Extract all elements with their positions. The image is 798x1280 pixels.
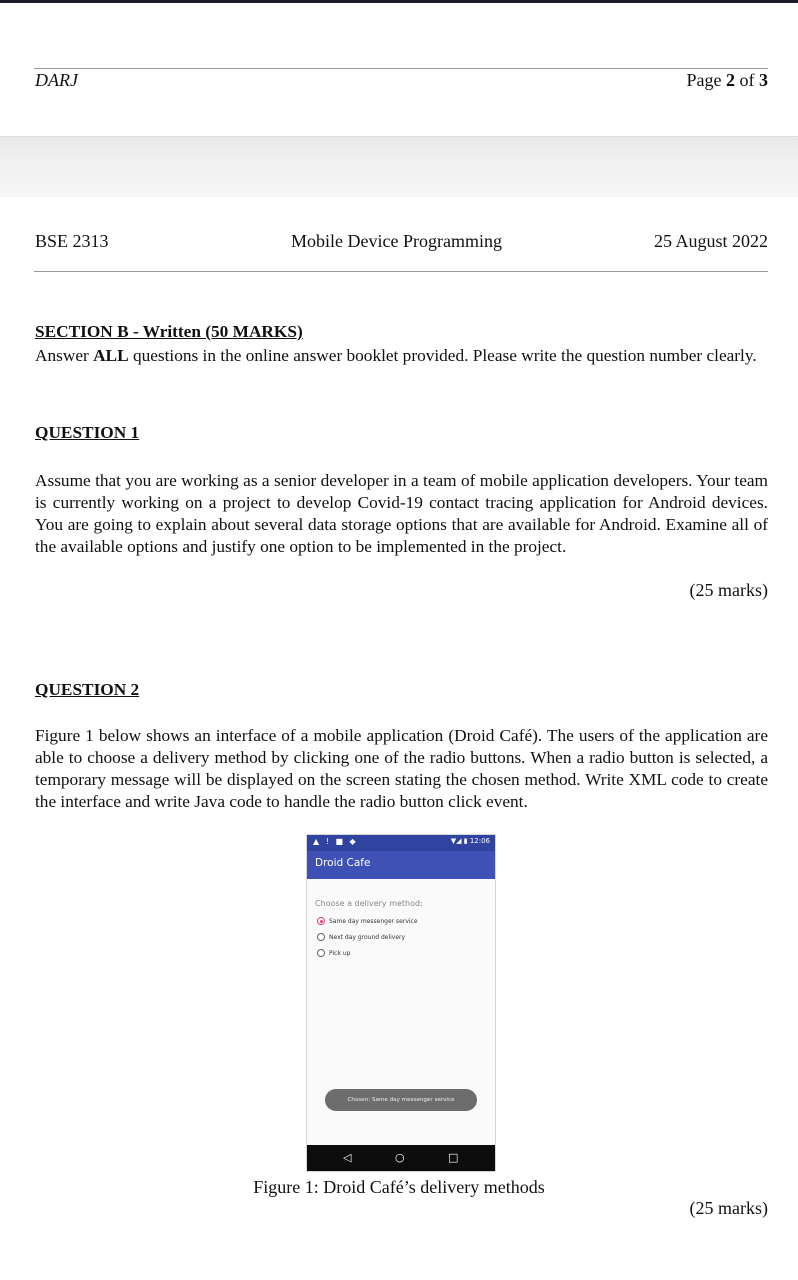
header-left: DARJ xyxy=(35,70,78,90)
home-icon: ○ xyxy=(395,1151,405,1164)
section-heading: SECTION B - Written (50 MARKS) xyxy=(35,322,303,341)
delivery-prompt: Choose a delivery method: xyxy=(315,899,423,908)
course-code: BSE 2313 xyxy=(35,231,109,251)
top-bar xyxy=(0,0,798,3)
page-break-gap xyxy=(0,136,798,197)
instructions-text-b: questions in the online answer booklet provided. Please write the question number clearly. xyxy=(128,346,757,365)
phone-screenshot xyxy=(306,834,496,1172)
radio-label: Same day messenger service xyxy=(329,918,418,925)
instructions-bold: ALL xyxy=(93,346,129,365)
question-2-body: Figure 1 below shows an interface of a mobile application (Droid Café). The users of the application are able to choose a delivery method by clicking one of the radio buttons. When a radio button is selected, a temporary message will be displayed on the screen stating the chosen method. Write XML code to create the interface and write Java code to handle the radio button click event. xyxy=(35,726,768,811)
page-of: of xyxy=(735,70,759,90)
radio-unselected-icon xyxy=(317,949,325,957)
radio-selected-icon xyxy=(317,917,325,925)
page-prefix: Page xyxy=(686,70,726,90)
app-title: Droid Cafe xyxy=(315,857,371,869)
instructions-text-a: Answer xyxy=(35,346,94,365)
question-1-heading: QUESTION 1 xyxy=(35,423,140,442)
notification-icons: ▲ ! ■ ◆ xyxy=(313,837,358,846)
page-number xyxy=(687,70,769,91)
radio-label: Next day ground delivery xyxy=(329,934,406,941)
phone-nav-bar xyxy=(307,1145,495,1171)
course-header xyxy=(35,231,768,253)
question-2-heading: QUESTION 2 xyxy=(35,680,140,699)
back-icon: ◁ xyxy=(343,1151,352,1164)
header-rule xyxy=(34,68,768,69)
question-2-marks: (25 marks) xyxy=(689,1198,768,1218)
question-1-marks: (25 marks) xyxy=(689,580,768,600)
page-current: 2 xyxy=(726,70,735,90)
toast-message: Chosen: Same day messenger service xyxy=(325,1089,477,1111)
page-total: 3 xyxy=(759,70,768,90)
course-title: Mobile Device Programming xyxy=(291,231,502,251)
section-instructions xyxy=(35,345,768,367)
recents-icon: □ xyxy=(448,1151,459,1164)
phone-status-bar xyxy=(307,835,495,851)
phone-app-bar xyxy=(307,851,495,879)
status-right: ▼◢ ▮ 12:06 xyxy=(450,837,490,845)
course-header-rule xyxy=(34,271,768,272)
radio-label: Pick up xyxy=(329,950,351,957)
exam-date: 25 August 2022 xyxy=(653,231,768,251)
figure-caption: Figure 1: Droid Café’s delivery methods xyxy=(253,1177,545,1197)
question-1-body: Assume that you are working as a senior developer in a team of mobile application developers. Your team is currently working on a project to develop Covid-19 contact tracing application for Android devices. You are going to explain about several data storage options that are available for Android. Examine all of the available options and justify one option to be implemented in the project. xyxy=(35,471,768,556)
radio-unselected-icon xyxy=(317,933,325,941)
